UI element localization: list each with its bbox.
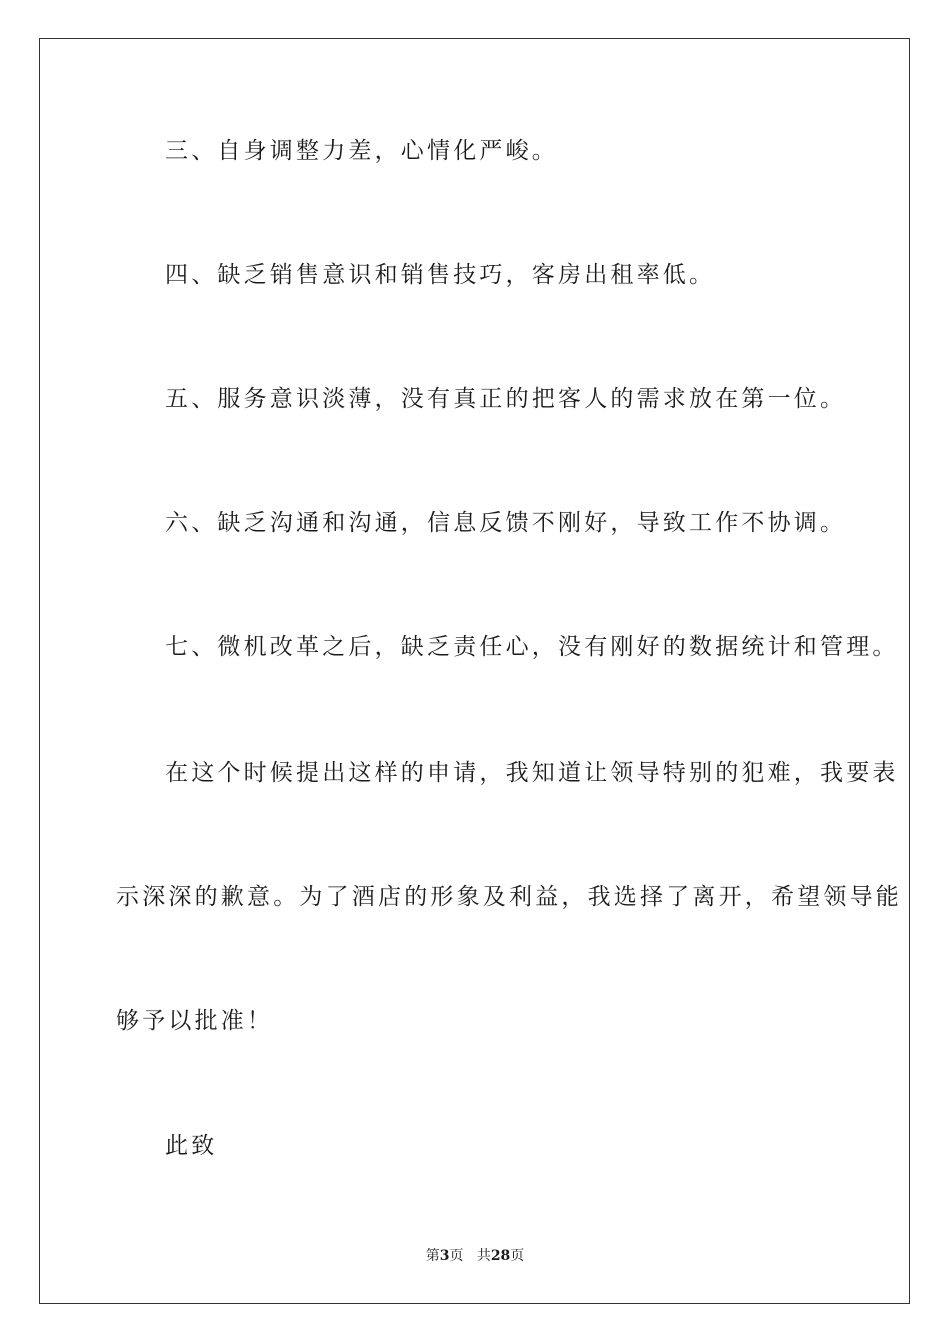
page-suffix: 页 xyxy=(449,1248,464,1264)
page-border xyxy=(39,38,910,1304)
total-prefix: 共 xyxy=(476,1248,491,1264)
total-pages: 28 xyxy=(490,1248,511,1264)
list-item-3: 三、自身调整力差，心情化严峻。 xyxy=(165,138,558,164)
page-footer xyxy=(0,1246,950,1266)
closing-paragraph-line-3: 够予以批准！ xyxy=(116,1008,274,1034)
closing-paragraph-line-2: 示深深的歉意。为了酒店的形象及利益，我选择了离开，希望领导能 xyxy=(116,884,902,910)
list-item-7: 七、微机改革之后，缺乏责任心，没有刚好的数据统计和管理。 xyxy=(165,634,899,660)
list-item-6: 六、缺乏沟通和沟通，信息反馈不刚好，导致工作不协调。 xyxy=(165,510,847,536)
page-prefix: 第 xyxy=(425,1248,440,1264)
list-item-5: 五、服务意识淡薄，没有真正的把客人的需求放在第一位。 xyxy=(165,386,847,412)
closing-paragraph-line-1: 在这个时候提出这样的申请，我知道让领导特别的犯难，我要表 xyxy=(165,760,899,786)
page-number: 3 xyxy=(439,1248,450,1264)
total-suffix: 页 xyxy=(510,1248,525,1264)
list-item-4: 四、缺乏销售意识和销售技巧，客房出租率低。 xyxy=(165,262,716,288)
salutation: 此致 xyxy=(165,1133,218,1159)
